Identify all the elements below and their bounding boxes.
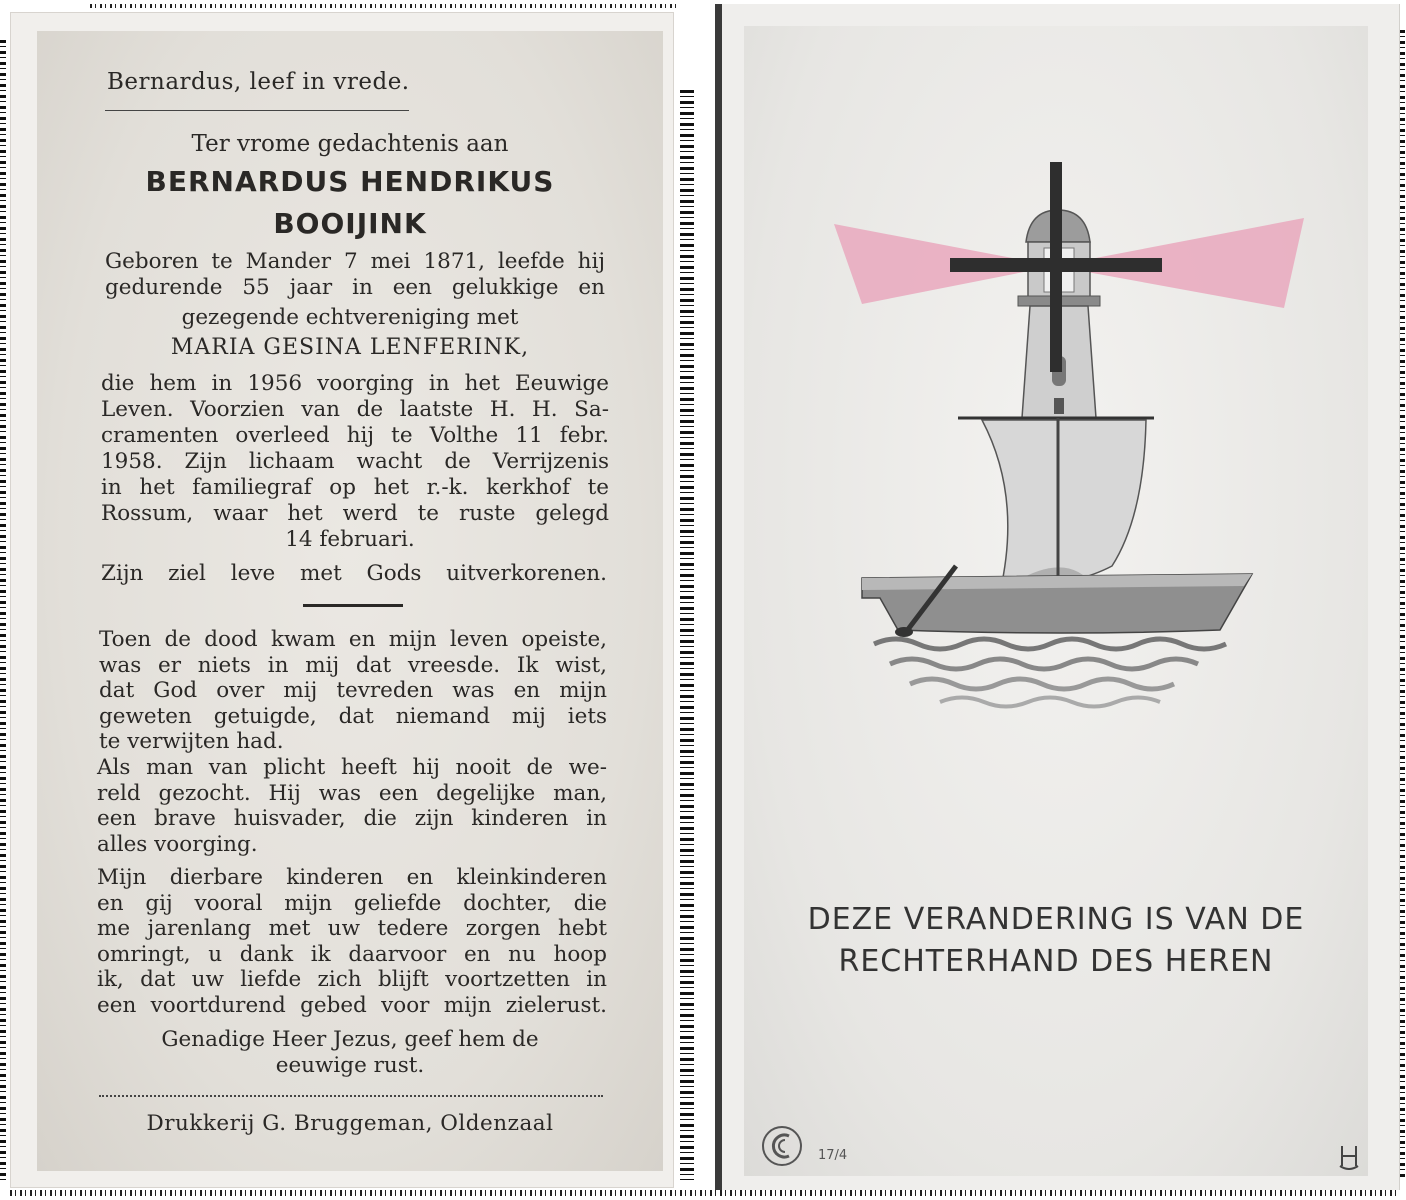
cross-horizontal-icon — [950, 258, 1162, 272]
text-line: die hem in 1956 voorging in het Eeuwige — [101, 371, 609, 396]
perforation-edge — [680, 90, 694, 1180]
text-line: Leven. Voorzien van de laatste H. H. Sa- — [101, 397, 609, 422]
text-line: eeuwige rust. — [275, 1053, 425, 1078]
perforation-edge — [90, 4, 680, 8]
epigraph: Bernardus, leef in vrede. — [107, 69, 410, 95]
artist-monogram-icon — [1338, 1144, 1360, 1170]
text-line: omringt, u dank ik daarvoor en nu hoop — [97, 941, 607, 967]
text-line: een brave huisvader, die zijn kinderen in — [97, 806, 607, 831]
blessing-line: Zijn ziel leve met Gods uitverkorenen. — [101, 561, 607, 586]
motto-line2: RECHTERHAND DES HEREN — [838, 944, 1274, 979]
perforation-edge — [0, 40, 6, 1180]
text-line: 1958. Zijn lichaam wacht de Verrijzenis — [101, 449, 609, 474]
closing-prayer — [37, 1027, 663, 1079]
deceased-name-line2: BOOIJINK — [273, 207, 427, 240]
intro-line: Ter vrome gedachtenis aan — [191, 131, 509, 157]
bio-paragraph-2 — [101, 371, 609, 527]
text-line: Geboren te Mander 7 mei 1871, leefde hij — [105, 249, 605, 274]
text-line: was er niets in mij dat vreesde. Ik wist, — [99, 652, 607, 678]
text-line: Als man van plicht heeft hij nooit de we- — [97, 755, 607, 780]
text-line: ik, dat uw liefde zich blijft voortzetten in — [97, 967, 607, 992]
perforation-edge — [10, 1190, 1400, 1196]
card-code: 17/4 — [818, 1148, 848, 1163]
text-line: gedurende 55 jaar in een gelukkige en — [105, 275, 605, 300]
text-line: te verwijten had. — [99, 729, 284, 754]
bio-paragraph-1 — [105, 249, 605, 301]
text-line: en gij vooral mijn geliefde dochter, die — [97, 890, 607, 916]
divider-rule — [303, 604, 403, 607]
text-line: geweten getuigde, dat niemand mij iets — [99, 703, 607, 729]
quote-paragraph-3 — [97, 865, 607, 1018]
text-line: alles voorging. — [97, 831, 258, 857]
waves-icon — [874, 639, 1226, 649]
printer-credit: Drukkerij G. Bruggeman, Oldenzaal — [146, 1111, 554, 1136]
illustration-panel — [744, 26, 1368, 1176]
text-line: Genadige Heer Jezus, geef hem de — [161, 1027, 539, 1052]
text-panel — [37, 31, 663, 1171]
text-line: Rossum, waar het werd te ruste gelegd — [101, 501, 609, 526]
bio-marriage-line: gezegende echtvereniging met — [181, 305, 519, 330]
memorial-image-card — [715, 4, 1400, 1190]
text-line: reld gezocht. Hij was een degelijke man, — [97, 780, 607, 806]
memorial-text-card — [10, 12, 674, 1188]
text-line: een voortdurend gebed voor mijn zielerust. — [97, 992, 607, 1018]
text-line: cramenten overleed hij te Volthe 11 febr. — [101, 423, 609, 448]
quote-paragraph-2 — [97, 755, 607, 857]
motto-line1: DEZE VERANDERING IS VAN DE — [807, 902, 1305, 937]
sail-icon — [982, 420, 1146, 592]
deceased-name-line1: BERNARDUS HENDRIKUS — [145, 165, 555, 198]
quote-paragraph-1 — [99, 627, 607, 755]
epigraph-rule — [105, 110, 409, 111]
text-line: Mijn dierbare kinderen en kleinkinderen — [97, 865, 607, 890]
text-line: me jarenlang met uw tedere zorgen hebt — [97, 916, 607, 941]
lighthouse-ship-illustration — [744, 26, 1368, 746]
text-line: dat God over mij tevreden was en mijn — [99, 678, 607, 703]
burial-date: 14 februari. — [285, 527, 415, 552]
text-line: Toen de dood kwam en mijn leven opeiste, — [99, 627, 607, 652]
publisher-emblem-icon — [760, 1124, 804, 1168]
spouse-name: MARIA GESINA LENFERINK, — [170, 335, 530, 360]
text-line: in het familiegraf op het r.-k. kerkhof te — [101, 475, 609, 500]
dotted-rule — [99, 1095, 603, 1097]
